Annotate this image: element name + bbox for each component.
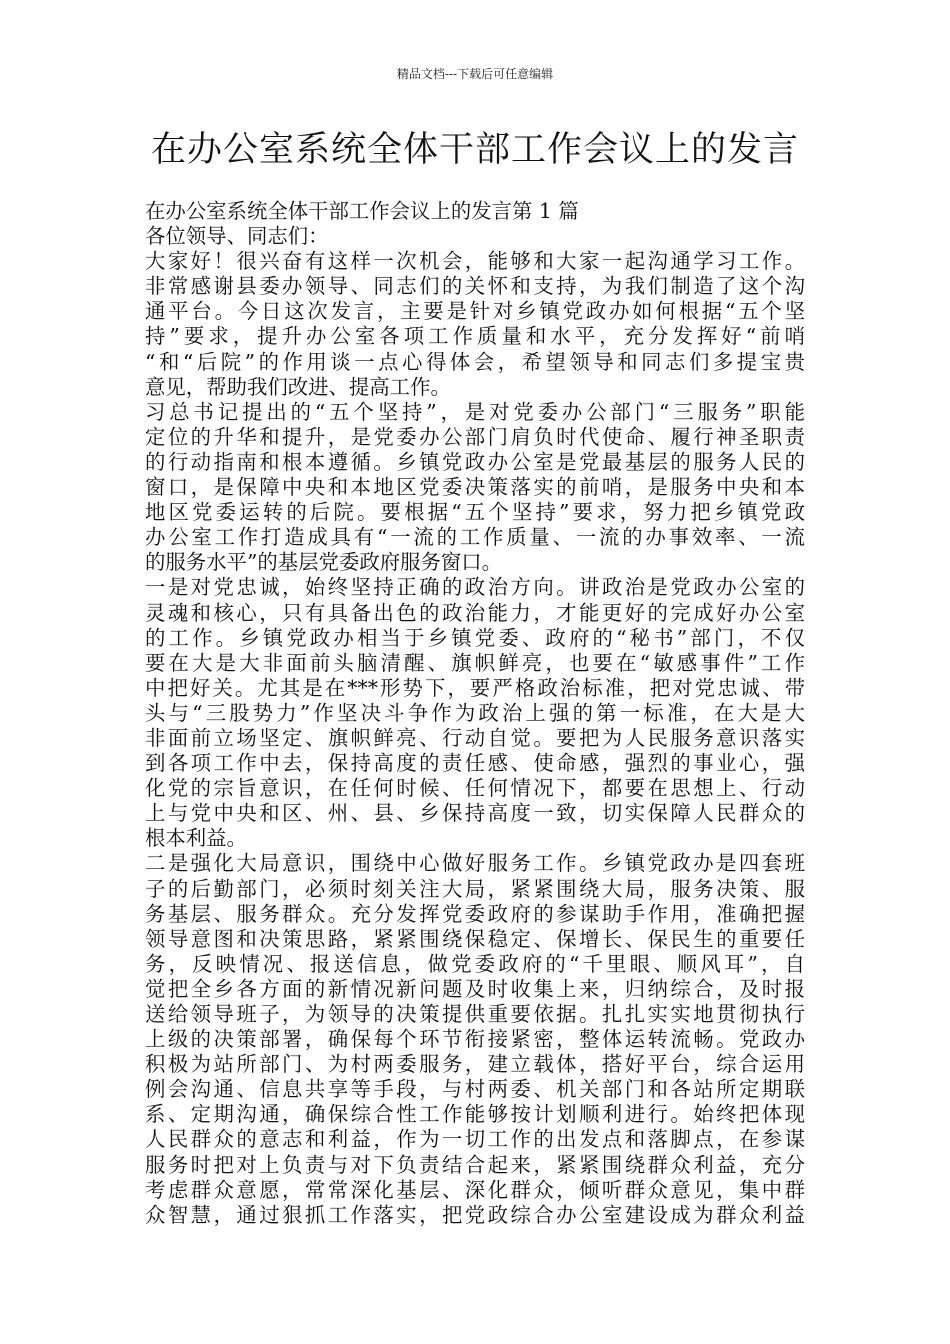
text-line: 要在大是大非面前头脑清醒、旗帜鲜亮，也要在“敏感事件”工作 xyxy=(145,650,805,675)
text-line: 一是对党忠诚，始终坚持正确的政治方向。讲政治是党政办公室的 xyxy=(145,575,805,600)
text-line: 上与党中央和区、州、县、乡保持高度一致，切实保障人民群众的 xyxy=(145,801,805,826)
text-line: 各位领导、同志们： xyxy=(145,224,329,249)
text-line: 窗口，是保障中央和本地区党委决策落实的前哨，是服务中央和本 xyxy=(145,475,805,500)
text-line: 的行动指南和根本遵循。乡镇党政办公室是党最基层的服务人民的 xyxy=(145,449,805,474)
document-title: 在办公室系统全体干部工作会议上的发言 xyxy=(150,130,799,170)
text-line: 领导意图和决策思路，紧紧围绕保稳定、保增长、保民生的重要任 xyxy=(145,926,805,951)
text-line: 意见，帮助我们改进、提高工作。 xyxy=(145,374,451,399)
text-line: 到各项工作中去，保持高度的责任感、使命感，强烈的事业心，强 xyxy=(145,751,805,776)
text-line: 持”要求，提升办公室各项工作质量和水平，充分发挥好“前哨 xyxy=(145,324,805,349)
text-line: 考虑群众意愿，常常深化基层、深化群众，倾听群众意见，集中群 xyxy=(145,1177,805,1202)
document-body xyxy=(145,199,805,1228)
text-line: 定位的升华和提升，是党委办公部门肩负时代使命、履行神圣职责 xyxy=(145,424,805,449)
text-line: “和“后院”的作用谈一点心得体会，希望领导和同志们多提宝贵 xyxy=(145,349,805,374)
header-note: 精品文档---下载后可任意编辑 xyxy=(396,67,554,81)
text-line: 地区党委运转的后院。要根据“五个坚持”要求，努力把乡镇党政 xyxy=(145,500,805,525)
text-line: 送给领导班子，为领导的决策提供重要依据。扎扎实实地贯彻执行 xyxy=(145,1002,805,1026)
text-line: 中把好关。尤其是在***形势下，要严格政治标准，把对党忠诚、带 xyxy=(145,675,805,700)
text-line: 头与“三股势力”作坚决斗争作为政治上强的第一标准，在大是大 xyxy=(145,700,805,725)
text-line: 的服务水平”的基层党委政府服务窗口。 xyxy=(145,550,503,575)
text-line: 上级的决策部署，确保每个环节衔接紧密，整体运转流畅。党政办 xyxy=(145,1027,805,1052)
text-line: 的工作。乡镇党政办相当于乡镇党委、政府的“秘书”部门，不仅 xyxy=(145,625,805,650)
text-line: 根本利益。 xyxy=(145,826,247,851)
text-line: 务基层、服务群众。充分发挥党委政府的参谋助手作用，准确把握 xyxy=(145,901,805,926)
text-line: 通平台。今日这次发言，主要是针对乡镇党政办如何根据“五个坚 xyxy=(145,299,805,324)
text-line: 非面前立场坚定、旗帜鲜亮、行动自觉。要把为人民服务意识落实 xyxy=(145,725,805,750)
text-line: 积极为站所部门、为村两委服务，建立载体，搭好平台，综合运用 xyxy=(145,1052,805,1077)
text-line: 觉把全乡各方面的新情况新问题及时收集上来，归纳综合，及时报 xyxy=(145,976,805,1001)
text-line: 子的后勤部门，必须时刻关注大局，紧紧围绕大局，服务决策、服 xyxy=(145,876,805,901)
text-line: 务，反映情况、报送信息，做党委政府的“千里眼、顺风耳”，自 xyxy=(145,951,805,976)
text-line: 服务时把对上负责与对下负责结合起来，紧紧围绕群众利益，充分 xyxy=(145,1152,805,1177)
text-line: 办公室工作打造成具有“一流的工作质量、一流的办事效率、一流 xyxy=(145,525,805,550)
text-line: 系、定期沟通，确保综合性工作能够按计划顺利进行。始终把体现 xyxy=(145,1102,805,1127)
text-line: 人民群众的意志和利益，作为一切工作的出发点和落脚点，在参谋 xyxy=(145,1127,805,1152)
text-line: 习总书记提出的“五个坚持”，是对党委办公部门“三服务”职能 xyxy=(145,399,805,424)
text-line: 化党的宗旨意识，在任何时候、任何情况下，都要在思想上、行动 xyxy=(145,776,805,801)
text-line: 在办公室系统全体干部工作会议上的发言第 1 篇 xyxy=(145,199,579,223)
text-line: 众智慧，通过狠抓工作落实，把党政综合办公室建设成为群众利益 xyxy=(145,1202,805,1227)
text-line: 例会沟通、信息共享等手段，与村两委、机关部门和各站所定期联 xyxy=(145,1077,805,1102)
text-line: 二是强化大局意识，围绕中心做好服务工作。乡镇党政办是四套班 xyxy=(145,851,805,876)
text-line: 非常感谢县委办领导、同志们的关怀和支持，为我们制造了这个沟 xyxy=(145,274,805,299)
text-line: 大家好！很兴奋有这样一次机会，能够和大家一起沟通学习工作。 xyxy=(145,249,805,274)
text-line: 灵魂和核心，只有具备出色的政治能力，才能更好的完成好办公室 xyxy=(145,600,805,625)
